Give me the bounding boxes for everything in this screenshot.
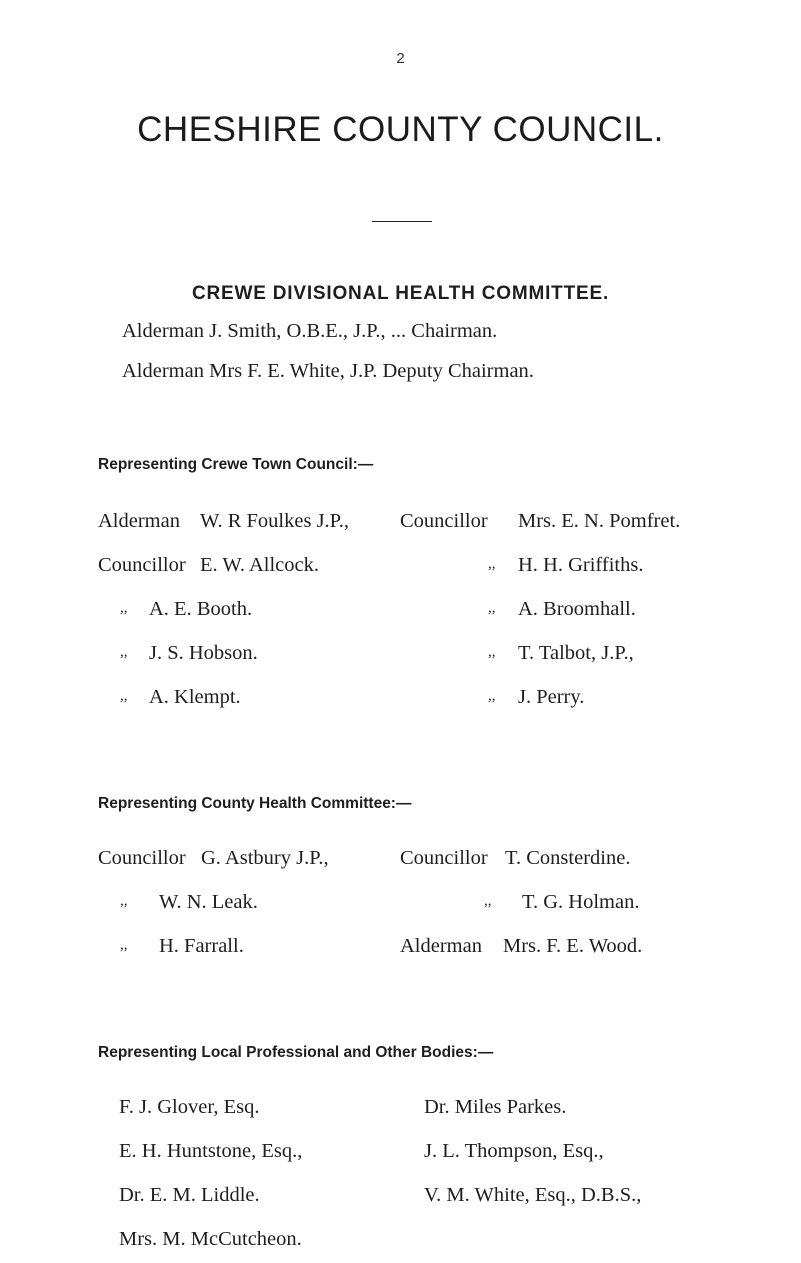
member-prefix: Councillor	[98, 847, 186, 869]
member-prefix: Alderman	[400, 935, 482, 957]
ditto-mark: ,,	[488, 600, 496, 616]
member-name: G. Astbury J.P.,	[201, 847, 329, 869]
member-name: J. Perry.	[518, 686, 585, 708]
member-name: W. N. Leak.	[159, 891, 258, 913]
ditto-mark: ,,	[488, 556, 496, 572]
member-name: H. H. Griffiths.	[518, 554, 644, 576]
committee-title: CREWE DIVISIONAL HEALTH COMMITTEE.	[191, 283, 610, 304]
member-name: F. J. Glover, Esq.	[119, 1096, 260, 1118]
member-name: Mrs. M. McCutcheon.	[119, 1228, 302, 1250]
ditto-mark: ,,	[488, 688, 496, 704]
member-name: A. Klempt.	[149, 686, 241, 708]
ditto-mark: ,,	[120, 893, 128, 909]
member-name: Dr. Miles Parkes.	[424, 1096, 567, 1118]
chairman-line: Alderman J. Smith, O.B.E., J.P., ... Chairman.	[122, 320, 498, 342]
member-name: Dr. E. M. Liddle.	[119, 1184, 260, 1206]
member-prefix: Councillor	[98, 554, 186, 576]
ditto-mark: ,,	[120, 600, 128, 616]
ditto-mark: ,,	[488, 644, 496, 660]
member-name: Mrs. E. N. Pomfret.	[518, 510, 681, 532]
member-name: A. Broomhall.	[518, 598, 636, 620]
member-name: Mrs. F. E. Wood.	[503, 935, 643, 957]
member-name: T. G. Holman.	[522, 891, 640, 913]
title-divider	[372, 221, 432, 222]
member-name: A. E. Booth.	[149, 598, 253, 620]
member-prefix: Alderman	[98, 510, 180, 532]
page-title: CHESHIRE COUNTY COUNCIL.	[137, 110, 664, 149]
member-name: W. R Foulkes J.P.,	[200, 510, 350, 532]
page-number: 2	[396, 50, 405, 67]
member-name: V. M. White, Esq., D.B.S.,	[424, 1184, 642, 1206]
ditto-mark: ,,	[120, 644, 128, 660]
member-name: J. L. Thompson, Esq.,	[424, 1140, 604, 1162]
member-name: E. H. Huntstone, Esq.,	[119, 1140, 303, 1162]
member-name: H. Farrall.	[159, 935, 244, 957]
member-name: T. Consterdine.	[505, 847, 631, 869]
member-name: J. S. Hobson.	[149, 642, 258, 664]
member-prefix: Councillor	[400, 510, 488, 532]
deputy-chairman-line: Alderman Mrs F. E. White, J.P. Deputy Chairman.	[122, 360, 534, 382]
ditto-mark: ,,	[120, 688, 128, 704]
member-prefix: Councillor	[400, 847, 488, 869]
member-name: T. Talbot, J.P.,	[518, 642, 634, 664]
professional-bodies-heading: Representing Local Professional and Other Bodies:—	[98, 1044, 494, 1061]
ditto-mark: ,,	[120, 937, 128, 953]
town-council-heading: Representing Crewe Town Council:—	[98, 456, 374, 473]
member-name: E. W. Allcock.	[200, 554, 320, 576]
ditto-mark: ,,	[484, 893, 492, 909]
county-committee-heading: Representing County Health Committee:—	[98, 795, 412, 812]
